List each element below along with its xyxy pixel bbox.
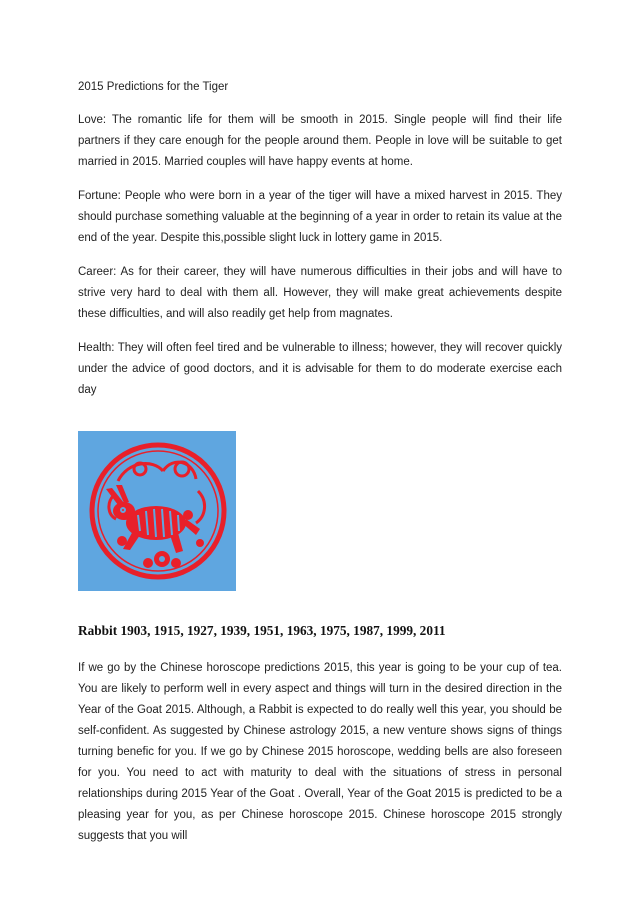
love-paragraph: Love: The romantic life for them will be smooth in 2015. Single people will find their life partners if they care enough for the people around them. People in love will be suitable to get married in 2015. Married couples will have happy events at home. [78,114,562,168]
health-paragraph: Health: They will often feel tired and be vulnerable to illness; however, they will recover quickly under the advice of good doctors, and it is advisable for them to do moderate exercise each day [78,342,562,396]
rabbit-paper-cut-icon [78,431,236,591]
rabbit-paragraph: If we go by the Chinese horoscope predictions 2015, this year is going to be your cup of tea. You are likely to perform well in every aspect and things will turn in the desired direction in the Year of the Goat 2015. Although, a Rabbit is expected to do really well this year, you should be self-confident. As suggested by Chinese astrology 2015, a new venture shows signs of things turning benefic for you. If we go by Chinese 2015 horoscope, wedding bells are also foreseen for you. You need to act with maturity to deal with the situations of stress in personal relationships during 2015 Year of the Goat . Overall, Year of the Goat 2015 is predicted to be a pleasing year for you, as per Chinese horoscope 2015. Chinese horoscope 2015 strongly suggests that you will [78,662,562,842]
rabbit-title: Rabbit 1903, 1915, 1927, 1939, 1951, 1963, 1975, 1987, 1999, 2011 [78,623,446,638]
rabbit-paper-cut-image [78,431,236,591]
tiger-heading: 2015 Predictions for the Tiger [78,81,229,93]
career-paragraph: Career: As for their career, they will have numerous difficulties in their jobs and will have to strive very hard to deal with them all. However, they will make great achievements despite these difficulties, and will also readily get help from magnates. [78,266,562,320]
tiger-section [78,78,562,414]
fortune-paragraph: Fortune: People who were born in a year of the tiger will have a mixed harvest in 2015. They should purchase something valuable at the beginning of a year in order to retain its value at the end of the year. Despite this,possible slight luck in lottery game in 2015. [78,190,562,244]
